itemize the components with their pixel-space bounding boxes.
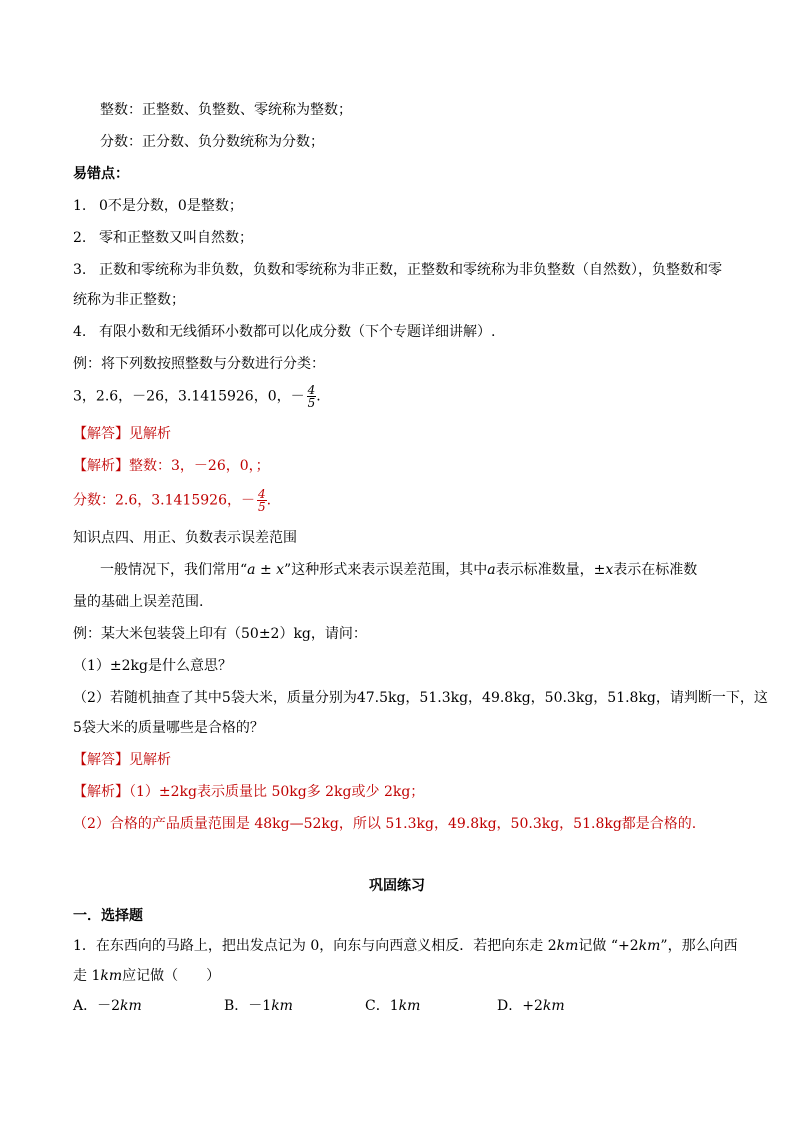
question-text: 应记做（ ）	[122, 968, 221, 984]
unit-km: km	[100, 968, 123, 984]
pitfall-number: 3.	[73, 262, 87, 278]
pitfall-text: 正数和零统称为非负数，负数和零统称为非正数，正整数和零统称为非负整数（自然数），负整数和零	[99, 262, 722, 278]
pitfall-item	[73, 228, 253, 248]
kp4-variable: a	[487, 562, 496, 578]
fraction-numerator: 4	[307, 383, 316, 397]
example1-prompt: 例：将下列数按照整数与分数进行分类：	[73, 356, 325, 372]
kp4-paragraph-continuation: 量的基础上误差范围.	[73, 594, 204, 610]
unit-km: km	[556, 938, 579, 954]
unit-km: km	[398, 998, 421, 1014]
example1-number-list: 3，2.6，－26，3.1415926，0，	[73, 388, 291, 405]
fraction-denominator: 5	[257, 500, 266, 514]
analysis2	[73, 782, 424, 802]
pitfall-text: 零和正整数又叫自然数；	[99, 230, 253, 246]
knowledge-point-4-title: 知识点四、用正、负数表示误差范围	[73, 530, 297, 546]
fraction-sign: －	[240, 492, 255, 509]
pitfall-continuation: 统称为非正整数；	[73, 292, 185, 308]
analysis-label: 【解析】	[73, 784, 129, 800]
option-a[interactable]	[73, 996, 142, 1016]
kp4-expression: a ± x	[247, 562, 285, 578]
unit-km: km	[638, 938, 661, 954]
question-text: ”，那么向西	[660, 938, 738, 954]
option-c[interactable]	[365, 996, 420, 1016]
fraction	[257, 488, 267, 513]
pitfall-item	[73, 322, 495, 342]
pitfall-number: 2.	[73, 230, 87, 246]
option-b[interactable]	[224, 996, 293, 1016]
kp4-text: 一般情况下，我们常用“	[100, 562, 248, 578]
fraction-end: .	[316, 388, 321, 405]
question-1-continuation	[73, 966, 220, 986]
fraction-numerator: 4	[257, 487, 266, 501]
practice-title: 巩固练习	[369, 878, 425, 894]
pitfall-text: 0不是分数，0是整数；	[99, 198, 243, 214]
analysis2-part2: （2）合格的产品质量范围是 48kg—52kg，所以 51.3kg，49.8kg，50.3kg，51.8kg都是合格的.	[73, 816, 697, 832]
kp4-variable: x	[605, 562, 614, 578]
analysis-label: 【解析】	[73, 458, 129, 474]
example2-question1: （1）±2kg是什么意思？	[73, 658, 232, 674]
unit-km: km	[271, 998, 293, 1014]
example1-numbers	[73, 384, 321, 409]
question-text: 走 1	[73, 968, 101, 984]
kp4-text: 表示在标准数	[613, 562, 698, 578]
pitfall-number: 4.	[73, 324, 87, 340]
option-label: C．1	[365, 998, 399, 1014]
fraction-sign: －	[290, 388, 305, 405]
answer2: 【解答】见解析	[73, 752, 171, 768]
fraction-end: .	[266, 492, 272, 509]
example2-prompt: 例：某大米包装袋上印有（50±2）kg，请问：	[73, 626, 367, 642]
analysis1-fractions	[73, 488, 271, 513]
example2-question2: （2）若随机抽查了其中5袋大米，质量分别为47.5kg，51.3kg，49.8kg，50.3kg，51.8kg，请判断一下，这	[73, 690, 768, 706]
pitfall-number: 1.	[73, 198, 87, 214]
analysis1	[73, 456, 270, 476]
fraction-definition: 分数：正分数、负分数统称为分数；	[100, 134, 324, 150]
pitfall-text: 有限小数和无线循环小数都可以化成分数（下个专题详细讲解）.	[99, 324, 496, 340]
kp4-text: 表示标准数量，±	[495, 562, 606, 578]
option-label: A．－2	[73, 998, 121, 1014]
option-d[interactable]	[497, 996, 565, 1016]
kp4-paragraph	[100, 560, 697, 580]
pitfall-item	[73, 196, 243, 216]
fraction-denominator: 5	[307, 396, 316, 410]
unit-km: km	[542, 998, 565, 1014]
section-heading: 一．选择题	[73, 908, 143, 924]
analysis2-part1: （1）±2kg表示质量比 50kg多 2kg或少 2kg；	[129, 784, 425, 800]
answer1: 【解答】见解析	[73, 426, 171, 442]
question-text: 1．在东西向的马路上，把出发点记为 0，向东与向西意义相反．若把向东走 2	[73, 938, 557, 954]
analysis1-fraction-list: 分数：2.6，3.1415926，	[73, 492, 241, 509]
analysis1-integers: 整数：3，－26，0，；	[129, 458, 270, 474]
fraction	[307, 384, 317, 409]
pitfalls-heading: 易错点：	[73, 166, 129, 182]
option-label: D．+2	[497, 998, 543, 1014]
option-label: B．－1	[224, 998, 272, 1014]
question-text: 记做 “+2	[578, 938, 639, 954]
pitfall-item	[73, 260, 722, 280]
integer-definition: 整数：正整数、负整数、零统称为整数；	[100, 102, 352, 118]
question-1	[73, 936, 738, 956]
example2-question2-continuation: 5袋大米的质量哪些是合格的？	[73, 720, 264, 736]
kp4-text: ”这种形式来表示误差范围，其中	[284, 562, 488, 578]
unit-km: km	[120, 998, 142, 1014]
